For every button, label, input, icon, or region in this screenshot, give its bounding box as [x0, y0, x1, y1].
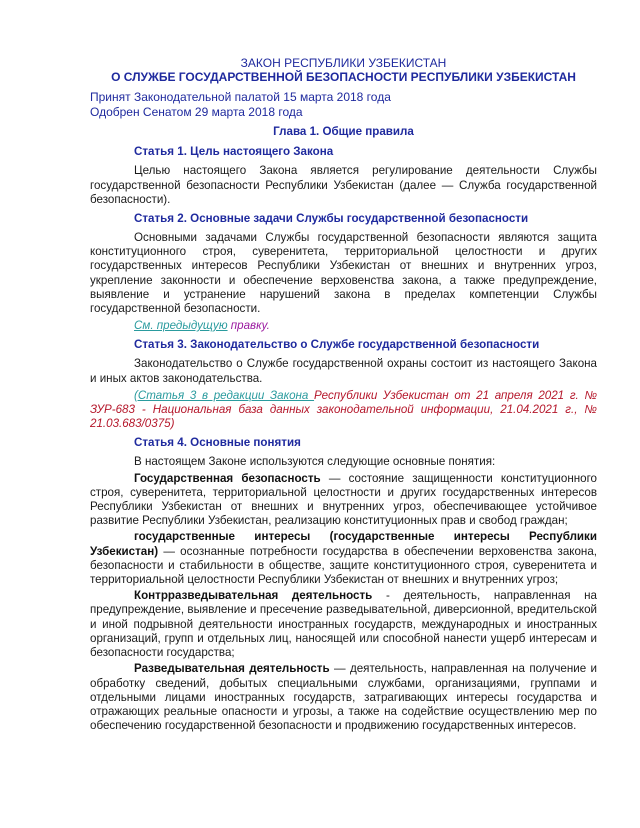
article-3-text: Законодательство о Службе государственной охраны состоит из настоящего Закона и иных актов законодательства.: [90, 357, 597, 385]
adoption-info: [90, 90, 597, 120]
definition-state-security: [90, 472, 597, 529]
law-subtitle: О СЛУЖБЕ ГОСУДАРСТВЕННОЙ БЕЗОПАСНОСТИ РЕСПУБЛИКИ УЗБЕКИСТАН: [111, 70, 576, 85]
article-3-amendment-note: [90, 389, 597, 432]
definition-counterintelligence: [90, 589, 597, 660]
previous-revision-suffix: правку.: [227, 319, 270, 333]
article-3-heading: Статья 3. Законодательство о Службе государственной безопасности: [134, 338, 540, 352]
law-document: [90, 56, 597, 733]
article-1-heading: Статья 1. Цель настоящего Закона: [134, 145, 334, 159]
article-1-text: Целью настоящего Закона является регулирование деятельности Службы государственной безопасности Республики Узбекистан (далее — Служба государственной безопасности).: [90, 164, 597, 206]
article-2-heading: Статья 2. Основные задачи Службы государственной безопасности: [134, 212, 529, 226]
approved-date: Одобрен Сенатом 29 марта 2018 года: [90, 105, 303, 120]
amending-law-reference: Республики Узбекистан от 21 апреля 2021 г. № ЗУР-683 - Национальная база данных законодательной информации, 21.04.2021 г., № 21.03.683/0375): [90, 388, 598, 431]
adopted-date: Принят Законодательной палатой 15 марта 2018 года: [90, 90, 391, 105]
article-2-amendment-note: [90, 319, 597, 333]
term-counterintelligence: Контрразведывательная деятельность: [134, 589, 373, 603]
definition-state-interests: [90, 530, 597, 587]
definition-text: — осознанные потребности государства в обеспечении верховенства закона, безопасности и стабильности в обществе, защите конституционного строя, суверенитета и территориальной целостности Республики Узбекистан от внешних и внутренних угроз;: [90, 544, 597, 587]
term-intelligence: Разведывательная деятельность: [134, 662, 330, 676]
definition-text: — деятельность, направленная на получение и обработку сведений, добытых специальными службами, организациями, группами и отдельными лицами иностранных государств, затрагивающих интересы государства и отражающих реальные опасности и угрозы, а также на содействие осуществлению мер по обеспечению государственной безопасности и продвижению государственных интересов.: [90, 662, 598, 733]
law-title: ЗАКОН РЕСПУБЛИКИ УЗБЕКИСТАН: [240, 56, 447, 70]
term-state-security: Государственная безопасность: [134, 471, 321, 485]
article-4-intro: В настоящем Законе используются следующие основные понятия:: [134, 455, 496, 469]
chapter-heading: Глава 1. Общие правила: [273, 125, 414, 139]
definition-text: - деятельность, направленная на предупреждение, выявление и пресечение разведывательной, диверсионной, вредительской и иной подрывной деятельности иностранных государств, международных и иностранных организаций, групп и отдельных лиц, наносящей или способной нанести ущерб интересам и безопасности государства;: [90, 589, 598, 660]
definition-intelligence: [90, 662, 597, 733]
amending-law-link[interactable]: (Статья 3 в редакции Закона: [134, 388, 315, 402]
term-state-interests: государственные интересы (государственные интересы Республики Узбекистан): [90, 530, 597, 558]
previous-revision-link[interactable]: См. предыдущую: [134, 319, 228, 333]
definition-text: — состояние защищенности конституционного строя, суверенитета, территориальной целостности и других государственных интересов Республики Узбекистан от внешних и внутренних угроз, обеспечивающее устойчивое развитие Республики Узбекистан, реализацию конституционных прав и свобод граждан;: [90, 471, 598, 528]
article-4-heading: Статья 4. Основные понятия: [134, 436, 301, 450]
article-2-text: Основными задачами Службы государственной безопасности являются защита конституционного строя, суверенитета, территориальной целостности и других государственных интересов Республики Узбекистан от внешних и внутренних угроз, укрепление законности и обеспечение верховенства закона, а также предупреждение, выявление и устранение нарушений закона в пределах компетенции Службы государственной безопасности.: [90, 231, 597, 316]
